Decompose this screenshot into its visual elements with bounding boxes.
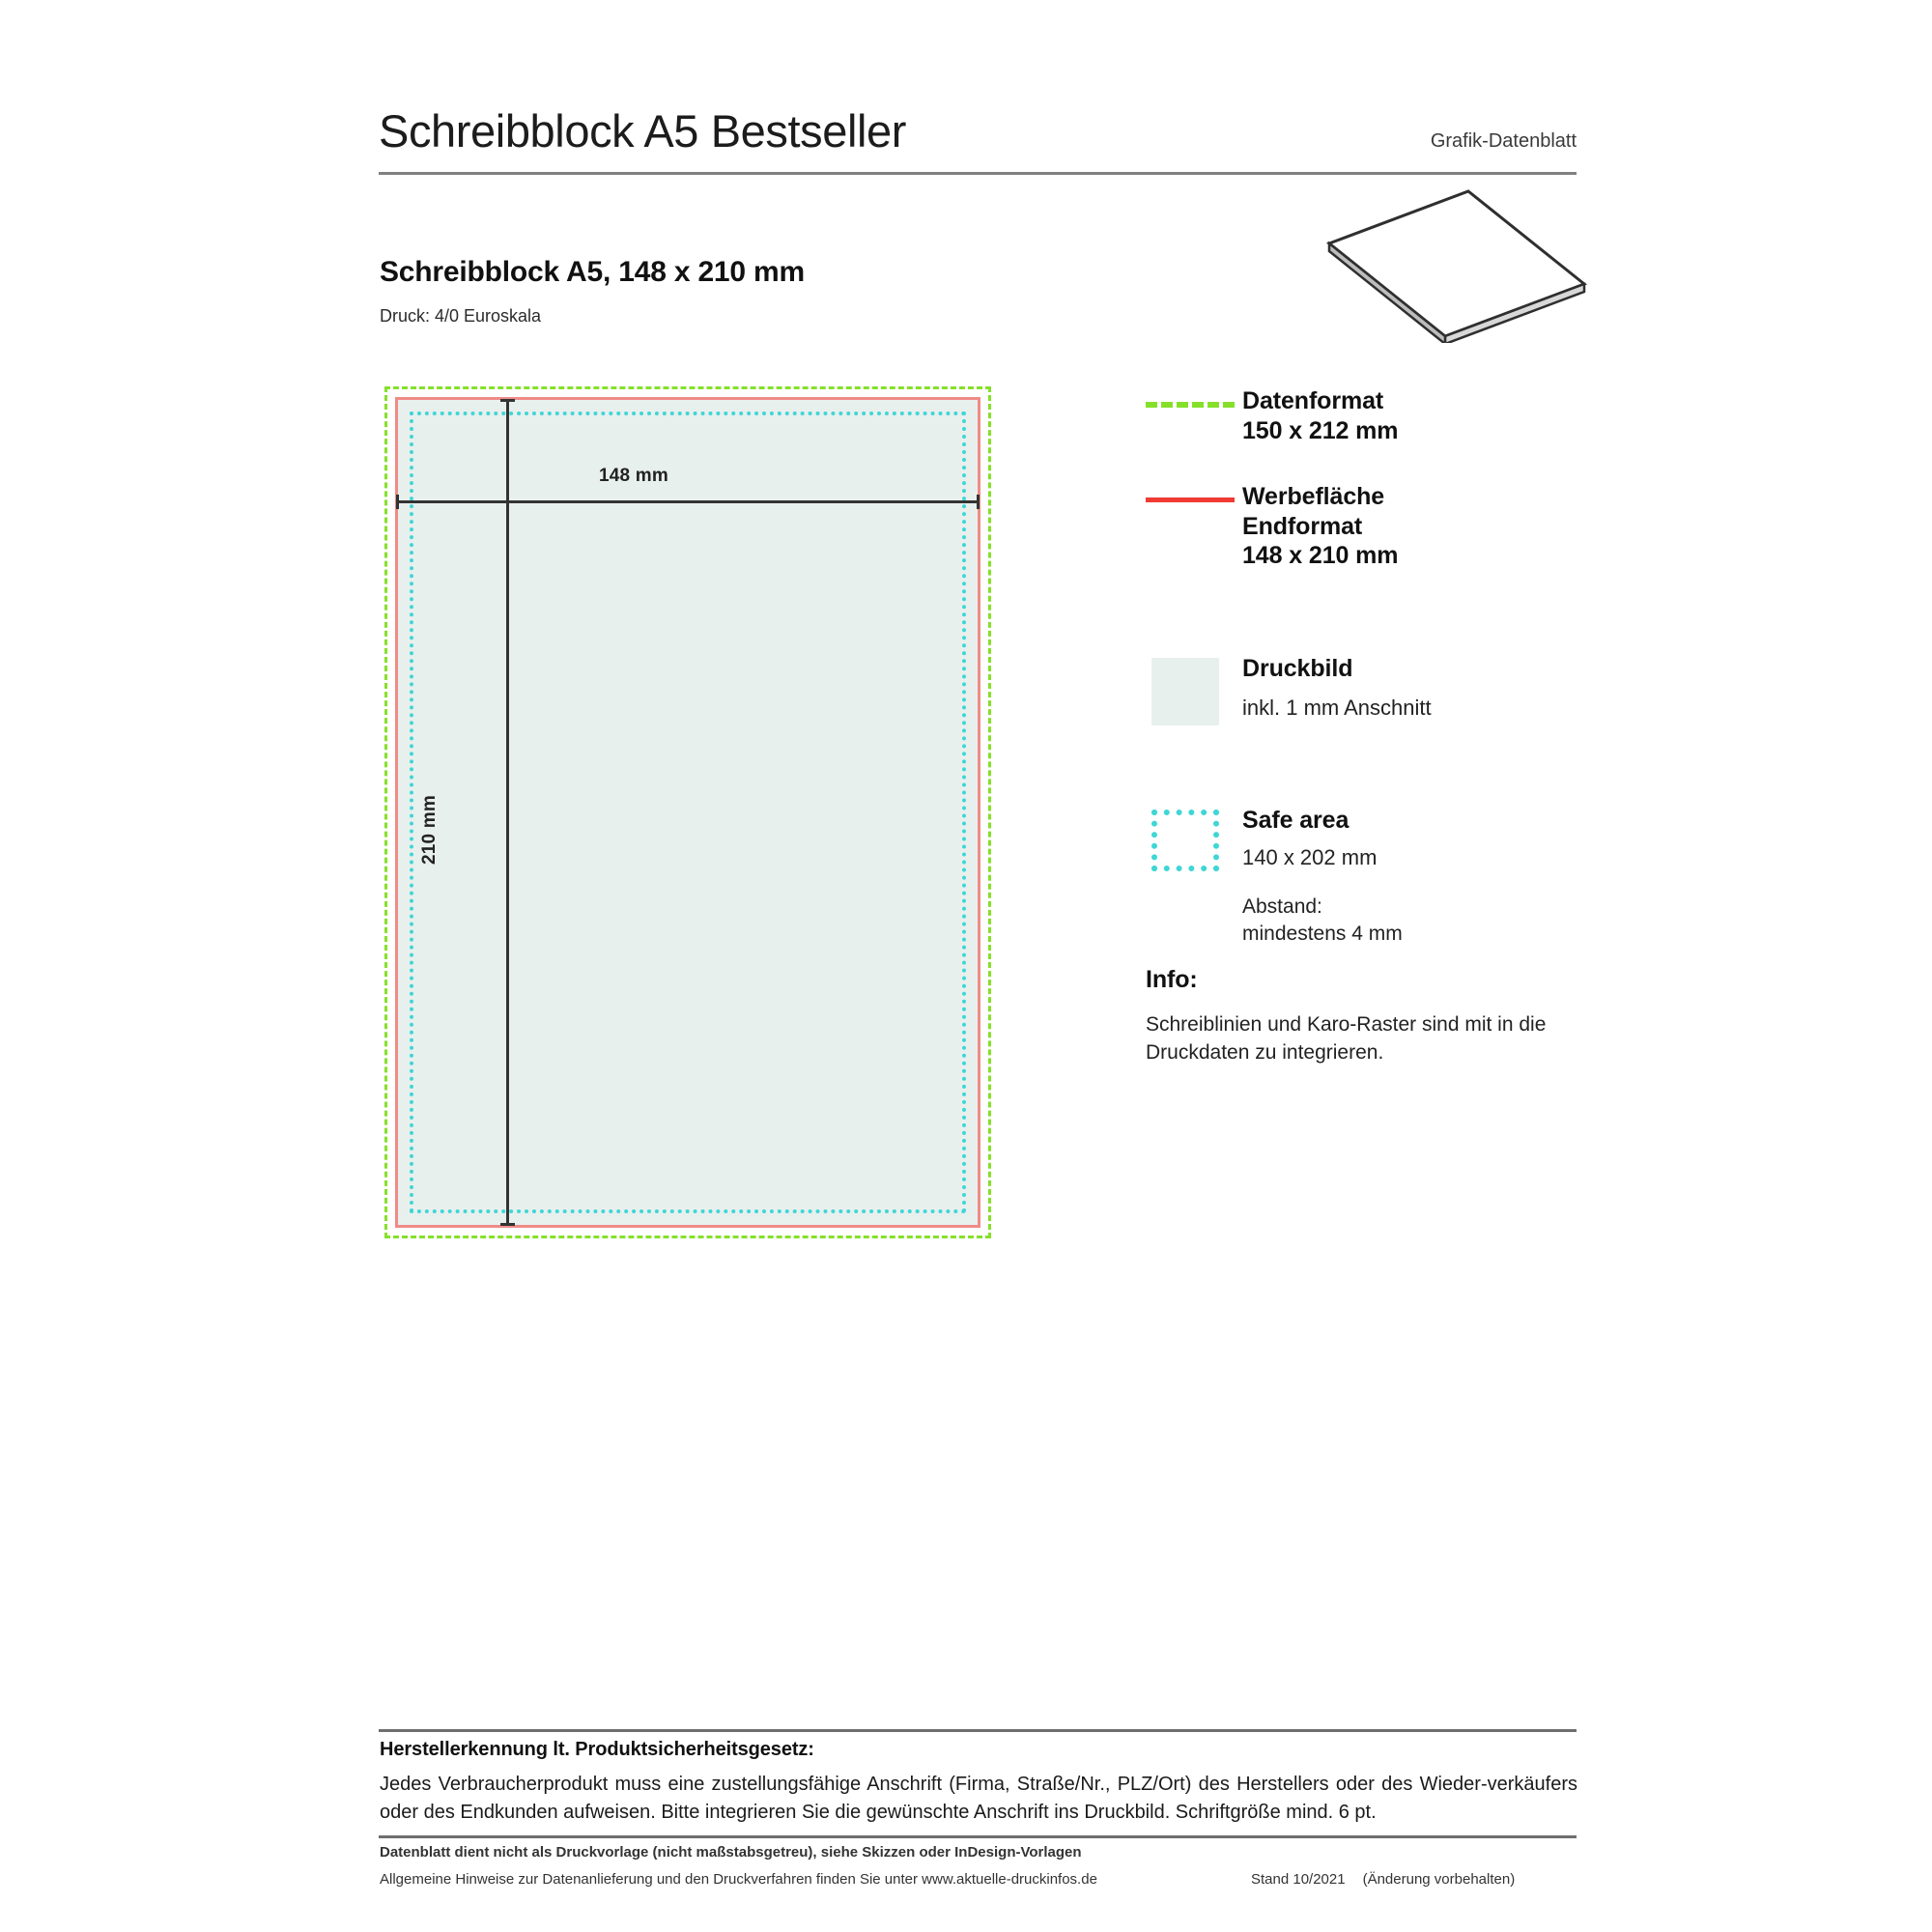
header-divider: [379, 172, 1577, 175]
document-type-label: Grafik-Datenblatt: [1430, 130, 1577, 152]
width-dimension-line: [396, 500, 980, 503]
legend-werbeflaeche-title: Werbefläche: [1242, 483, 1385, 510]
legend-text-column: [1242, 482, 1600, 571]
legend-text-column: [1242, 806, 1600, 872]
abstand-line-2: mindestens 4 mm: [1242, 922, 1403, 945]
width-dimension-label: 148 mm: [599, 466, 668, 486]
height-dimension-line: [506, 399, 509, 1226]
legend-safearea-value: 140 x 202 mm: [1242, 845, 1378, 870]
stand-date: Stand 10/2021: [1251, 1871, 1346, 1888]
legend-endformat-value: 148 x 210 mm: [1242, 542, 1399, 569]
width-dimension-cap-right: [977, 495, 980, 509]
legend-datenformat-title: Datenformat: [1242, 387, 1384, 414]
info-panel: [1146, 966, 1561, 1067]
footer-body-text: Jedes Verbraucherprodukt muss eine zustellungsfähige Anschrift (Firma, Straße/Nr., PLZ/Ort) des Herstellers oder des Wieder-verkäufers oder des Endkunden aufweisen. Bitte integrieren Sie die gewünschte Anschrift ins Druckbild. Schriftgröße mind. 6 pt.: [380, 1774, 1577, 1823]
dotted-square-cyan-icon: [1151, 810, 1219, 871]
height-dimension-label: 210 mm: [419, 795, 440, 865]
document-version-stamp: [1251, 1871, 1515, 1888]
fine-print-reference: Allgemeine Hinweise zur Datenanlieferung und den Druckverfahren finden Sie unter www.aktuelle-druckinfos.de: [380, 1871, 1097, 1888]
footer-divider-top: [379, 1729, 1577, 1732]
height-dimension-cap-top: [500, 399, 515, 402]
height-dimension-cap-bottom: [500, 1223, 515, 1226]
legend-item-datenformat: [1146, 386, 1600, 445]
legend-druckbild-note: inkl. 1 mm Anschnitt: [1242, 696, 1432, 720]
info-body: Schreiblinien und Karo-Raster sind mit in die Druckdaten zu integrieren.: [1146, 1013, 1547, 1064]
product-name-dimensions: Schreibblock A5, 148 x 210 mm: [380, 256, 805, 288]
legend-text-column: [1242, 386, 1600, 445]
dashed-line-green-icon: [1146, 402, 1235, 408]
product-print-info: Druck: 4/0 Euroskala: [380, 306, 542, 326]
legend-datenformat-value: 150 x 212 mm: [1242, 416, 1399, 444]
footer-divider-bottom: [379, 1835, 1577, 1838]
notepad-isometric-icon: [1321, 184, 1592, 343]
legend-item-druckbild: [1146, 654, 1600, 723]
legend-item-werbeflaeche: [1146, 482, 1600, 571]
width-dimension-cap-left: [396, 495, 399, 509]
solid-line-red-icon: [1146, 497, 1235, 502]
info-title: Info:: [1146, 966, 1198, 993]
legend-panel: [1146, 386, 1600, 948]
fine-print-disclaimer: Datenblatt dient nicht als Druckvorlage (nicht maßstabsgetreu), siehe Skizzen oder InDesign-Vorlagen: [380, 1844, 1082, 1861]
legend-text-column: [1242, 654, 1600, 723]
legend-druckbild-title: Druckbild: [1242, 654, 1353, 682]
page-header: [379, 104, 1577, 157]
print-area-diagram: [384, 386, 991, 1238]
legend-abstand-note: [1242, 894, 1600, 948]
abstand-line-1: Abstand:: [1242, 895, 1322, 918]
legend-item-safearea: [1146, 806, 1600, 872]
fill-swatch-mint-icon: [1151, 658, 1219, 725]
legend-safearea-title: Safe area: [1242, 806, 1350, 834]
revision-note: (Änderung vorbehalten): [1362, 1871, 1516, 1888]
footer-heading: Herstellerkennung lt. Produktsicherheitsgesetz:: [380, 1739, 814, 1760]
diagram-safearea-boundary: [410, 412, 966, 1213]
page-title: Schreibblock A5 Bestseller: [379, 105, 907, 156]
legend-endformat-title: Endformat: [1242, 512, 1363, 540]
